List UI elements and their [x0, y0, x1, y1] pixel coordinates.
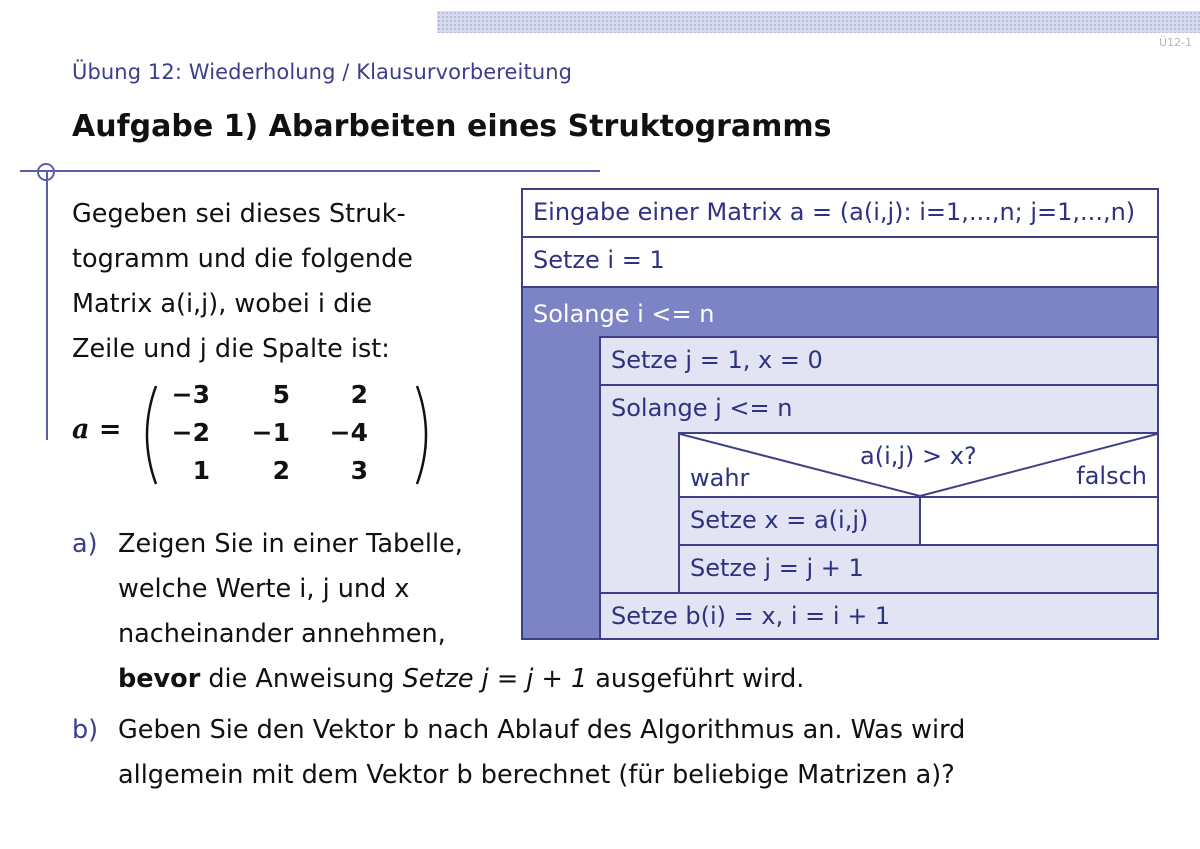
crosshair-icon	[30, 156, 62, 188]
matrix-cell: 2	[350, 380, 368, 409]
matrix-cell: 5	[272, 380, 290, 409]
page-number: Ü12-1	[1158, 36, 1192, 49]
task-a-text: die Anweisung	[200, 664, 403, 694]
task-a-line: welche Werte i, j und x	[118, 574, 410, 604]
matrix-cell: −1	[251, 418, 290, 447]
matrix-a	[72, 380, 382, 490]
title-underline	[20, 170, 600, 172]
task-b-line: allgemein mit dem Vektor b berechnet (für beliebige Matrizen a)?	[118, 760, 955, 790]
nsd-set-i: Setze i = 1	[521, 236, 1159, 288]
task-a-bold: bevor	[118, 664, 201, 694]
intro-line: Zeile und j die Spalte ist:	[72, 334, 390, 364]
nsd-set-j-inc: Setze j = j + 1	[678, 544, 1159, 594]
matrix-cell: −3	[171, 380, 210, 409]
intro-text	[72, 192, 492, 372]
intro-line: togramm und die folgende	[72, 244, 413, 274]
task-a-text: ausgeführt wird.	[587, 664, 805, 694]
task-a-line: Zeigen Sie in einer Tabelle,	[118, 529, 463, 559]
condition-text: a(i,j) > x?	[860, 442, 977, 470]
task-a-line: nacheinander annehmen,	[118, 619, 446, 649]
nsd-set-x: Setze x = a(i,j)	[678, 496, 921, 546]
task-b	[72, 708, 965, 798]
nsd-set-b: Setze b(i) = x, i = i + 1	[599, 592, 1159, 640]
slide-subtitle: Übung 12: Wiederholung / Klausurvorbereitung	[72, 60, 573, 84]
task-a-italic: Setze j = j + 1	[402, 664, 588, 694]
matrix-label: a =	[72, 414, 122, 445]
matrix-cell: −4	[329, 418, 368, 447]
nsd-empty-branch	[919, 496, 1159, 546]
left-margin-line	[46, 172, 48, 440]
condition-true-label: wahr	[690, 464, 750, 492]
header-decoration-bar	[437, 11, 1200, 33]
nsd-inner-loop: Solange j <= n	[599, 384, 1159, 434]
matrix-cell: −2	[171, 418, 210, 447]
task-b-label: b)	[72, 715, 99, 745]
nsd-condition	[678, 432, 1159, 498]
nsd-set-j-x: Setze j = 1, x = 0	[599, 336, 1159, 386]
intro-line: Matrix a(i,j), wobei i die	[72, 289, 373, 319]
intro-line: Gegeben sei dieses Struk-	[72, 199, 406, 229]
condition-false-label: falsch	[1076, 462, 1147, 490]
matrix-cell: 1	[192, 456, 210, 485]
nsd-outer-loop: Solange i <= n	[521, 286, 1159, 340]
task-a-label: a)	[72, 529, 98, 559]
task-b-line: Geben Sie den Vektor b nach Ablauf des Algorithmus an. Was wird	[118, 715, 966, 745]
matrix-cell: 3	[350, 456, 368, 485]
matrix-cell: 2	[272, 456, 290, 485]
task-a	[72, 522, 804, 702]
slide-title: Aufgabe 1) Abarbeiten eines Struktogramms	[72, 109, 832, 144]
nsd-input: Eingabe einer Matrix a = (a(i,j): i=1,...,n; j=1,...,n)	[521, 188, 1159, 238]
